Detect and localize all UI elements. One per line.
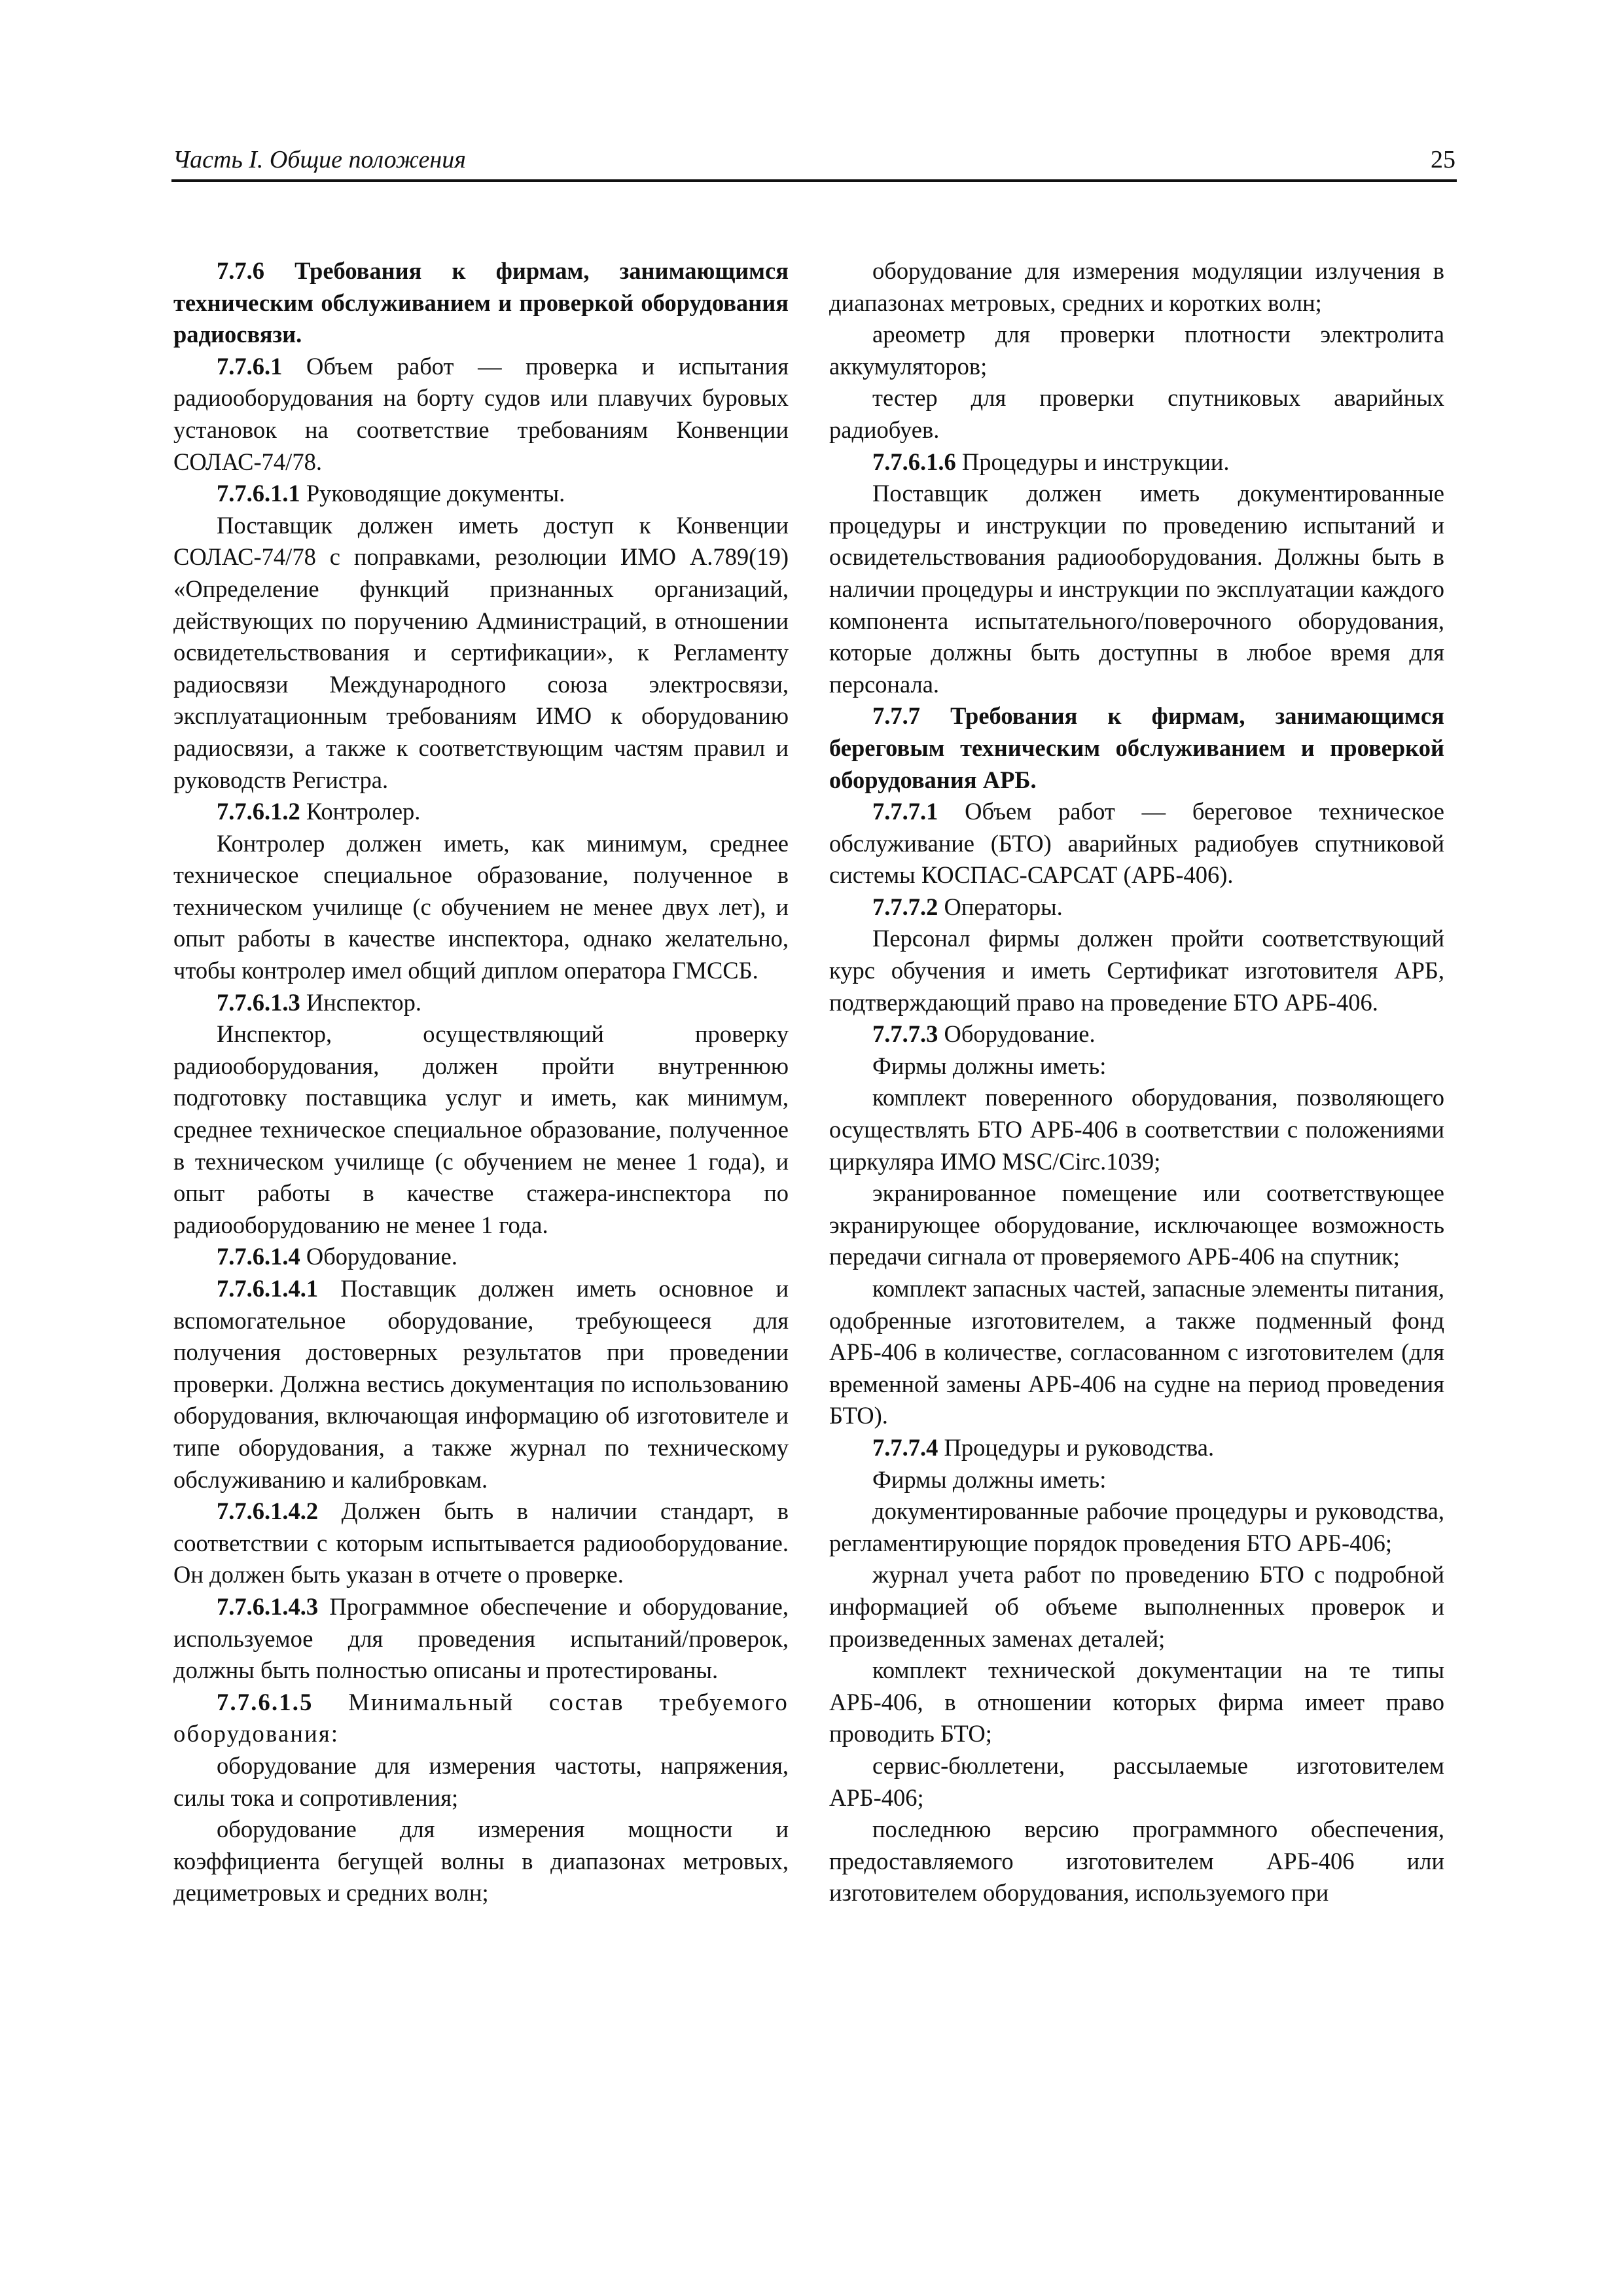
paragraph-7-7-6-1-3 [173,987,789,1019]
clause-number: 7.7.7.4 [872,1433,938,1461]
clause-number: 7.7.6.1.4.1 [217,1275,319,1302]
paragraph-7-7-6-1-4 [173,1241,789,1273]
clause-number: 7.7.6.1.4.3 [217,1592,319,1620]
clause-number: 7.7.7.1 [872,798,938,825]
clause-number: 7.7.6.1.6 [872,448,956,475]
paragraph-firms-must-have: Фирмы должны иметь: [872,1465,1107,1493]
paragraph-controller: Контролер должен иметь, как минимум, среднее техническое специальное образование, полученное в техническом училище (с обучением не менее двух лет), и опыт работы в качестве инспектора, однако желательно, чтобы контролер имел общий диплом оператора ГМССБ. [173,829,789,984]
list-item-power-equipment: оборудование для измерения мощности и коэффициента бегущей волны в диапазонах метровых, дециметровых и средних волн; [173,1816,789,1907]
paragraph-7-7-6-1-5 [173,1687,789,1750]
clause-number: 7.7.6.1.1 [217,480,300,507]
clause-number: 7.7.6.1.5 [217,1688,313,1715]
right-column [829,255,1444,1909]
clause-text: Инспектор. [300,988,422,1016]
paragraph-operators: Персонал фирмы должен пройти соответствующий курс обучения и иметь Сертификат изготовителя АРБ, подтверждающий право на проведение БТО АРБ-406. [829,925,1444,1016]
list-item-latest-software: последнюю версию программного обеспечения, предоставляемого изготовителем АРБ-406 или изготовителем оборудования, используемого при [829,1816,1444,1907]
clause-text: Поставщик должен иметь основное и вспомогательное оборудование, требующееся для получения достоверных результатов при проведении проверки. Должна вестись документация по использованию оборудования, включающая информацию об изготовителе и типе оборудования, а также журнал по техническому обслуживанию и калибровкам. [173,1275,789,1493]
list-item-beacon-tester: тестер для проверки спутниковых аварийных радиобуев. [829,384,1444,443]
clause-text: Контролер. [300,798,421,825]
list-item-spare-parts: комплект запасных частей, запасные элементы питания, одобренные изготовителем, а также подменный фонд АРБ-406 в количестве, согласованном с изготовителем (для временной замены АРБ-406 на судне на период проведения БТО). [829,1275,1444,1429]
list-item-documented-procedures: документированные рабочие процедуры и руководства, регламентирующие порядок проведения БТО АРБ-406; [829,1498,1444,1556]
clause-number: 7.7.7.2 [872,893,938,920]
section-7-7-6-title: 7.7.6 Требования к фирмам, занимающимся техническим обслуживанием и проверкой оборудования радиосвязи. [173,257,789,348]
paragraph-7-7-6-1-2 [173,796,789,828]
clause-number: 7.7.7.3 [872,1020,938,1048]
paragraph-7-7-6-1-4-1 [173,1273,789,1496]
page-number: 25 [1431,146,1455,173]
list-item-frequency-equipment: оборудование для измерения частоты, напряжения, силы тока и сопротивления; [173,1751,789,1811]
paragraph-inspector: Инспектор, осуществляющий проверку радиооборудования, должен пройти внутреннюю подготовку поставщика услуг и иметь, как минимум, среднее техническое специальное образование, полученное в техническом училище (с обучением не менее 1 года), и опыт работы в качестве стажера-инспектора по радиооборудованию не менее 1 года. [173,1020,789,1238]
list-item-areometer: ареометр для проверки плотности электролита аккумуляторов; [829,321,1444,380]
paragraph-7-7-7-3 [829,1018,1444,1050]
clause-number: 7.7.6.1.3 [217,988,300,1016]
clause-text: Оборудование. [300,1243,457,1270]
clause-text: Операторы. [938,893,1063,920]
clause-number: 7.7.6.1 [217,352,283,380]
page-header [171,145,1457,182]
paragraph-supplier-documents: Поставщик должен иметь доступ к Конвенции СОЛАС-74/78 с поправками, резолюции ИМО A.789(19) «Определение функций признанных организаций, действующих по поручению Администраций, в отношении освидетельствования и сертификации», к Регламенту радиосвязи Международного союза электросвязи, эксплуатационным требованиям ИМО к оборудованию радиосвязи, а также к соответствующим частям правил и руководств Регистра. [173,511,789,793]
section-7-7-7-title: 7.7.7 Требования к фирмам, занимающимся береговым техническим обслуживанием и проверкой оборудования АРБ. [829,702,1444,793]
list-item-verified-kit: комплект поверенного оборудования, позволяющего осуществлять БТО АРБ-406 в соответствии с положениями циркуляра ИМО MSC/Circ.1039; [829,1084,1444,1175]
paragraph-7-7-7-1 [829,796,1444,891]
clause-number: 7.7.6.1.4 [217,1243,300,1270]
running-header-title: Часть I. Общие положения [173,146,466,173]
paragraph-7-7-6-1-4-3 [173,1591,789,1687]
paragraph-procedures: Поставщик должен иметь документированные процедуры и инструкции по проведению испытаний и освидетельствования радиооборудования. Должны быть в наличии процедуры и инструкции по эксплуатации каждого компонента испытательного/поверочного оборудования, которые должны быть доступны в любое время для персонала. [829,480,1444,698]
paragraph-7-7-6-1-6 [829,446,1444,478]
list-item-service-bulletins: сервис-бюллетени, рассылаемые изготовителем АРБ-406; [829,1751,1444,1811]
clause-text: Процедуры и инструкции. [955,448,1230,475]
clause-text: Объем работ — береговое техническое обслуживание (БТО) аварийных радиобуев спутниковой системы КОСПАС-САРСАТ (АРБ-406). [829,798,1444,889]
clause-text: Объем работ — проверка и испытания радиооборудования на борту судов или плавучих буровых установок на соответствие требованиям Конвенции СОЛАС-74/78. [173,352,789,475]
paragraph-7-7-7-2 [829,891,1444,924]
list-item-technical-documentation: комплект технической документации на те типы АРБ-406, в отношении которых фирма имеет право проводить БТО; [829,1657,1444,1748]
clause-text: Должен быть в наличии стандарт, в соответствии с которым испытывается радиооборудование. Он должен быть указан в отчете о проверке. [173,1498,789,1588]
paragraph-7-7-7-4 [829,1432,1444,1464]
paragraph-7-7-6-1 [173,351,789,478]
left-column [173,255,789,1909]
clause-text: Руководящие документы. [300,480,565,507]
clause-text: Минимальный состав требуемого оборудования: [173,1688,789,1748]
list-item-shielded-room: экранированное помещение или соответствующее экранирующее оборудование, исключающее возможность передачи сигнала от проверяемого АРБ-406 на спутник; [829,1179,1444,1270]
clause-text: Оборудование. [938,1020,1096,1048]
paragraph-7-7-6-1-1 [173,478,789,510]
clause-number: 7.7.6.1.2 [217,798,300,825]
clause-number: 7.7.6.1.4.2 [217,1498,319,1525]
list-item-work-journal: журнал учета работ по проведению БТО с подробной информацией об объеме выполненных проверок и произведенных заменах деталей; [829,1561,1444,1652]
clause-text: Процедуры и руководства. [938,1433,1215,1461]
paragraph-firms-must-have: Фирмы должны иметь: [872,1052,1107,1079]
list-item-modulation-equipment: оборудование для измерения модуляции излучения в диапазонах метровых, средних и коротких волн; [829,257,1444,316]
paragraph-7-7-6-1-4-2 [173,1496,789,1591]
clause-text: Программное обеспечение и оборудование, используемое для проведения испытаний/проверок, должны быть полностью описаны и протестированы. [173,1592,789,1684]
